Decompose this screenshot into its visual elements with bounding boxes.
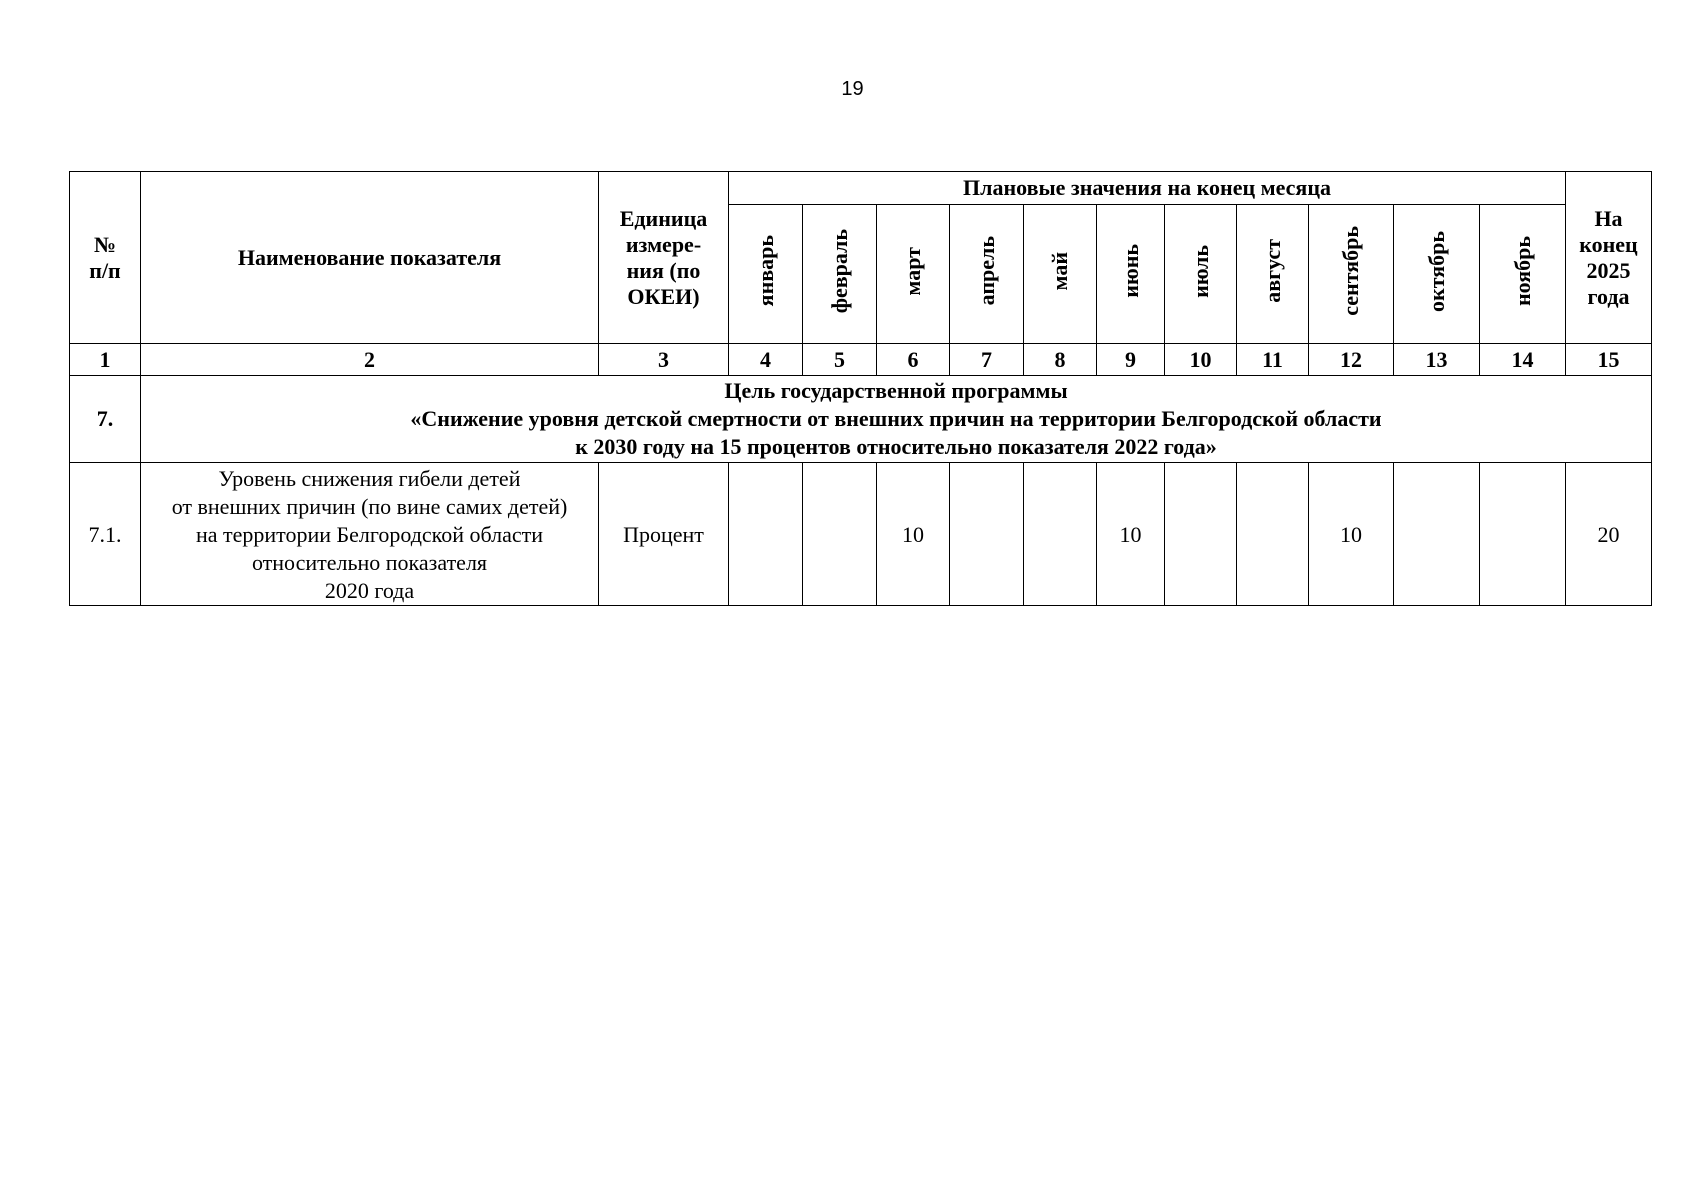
value-may [1024, 463, 1097, 606]
value-january [729, 463, 803, 606]
value-october [1394, 463, 1480, 606]
month-label: октябрь [1423, 230, 1449, 312]
value-year-end: 20 [1566, 463, 1652, 606]
header-unit-line: ОКЕИ) [627, 283, 700, 309]
indicator-name [141, 463, 599, 606]
header-name-cell: Наименование показателя [141, 172, 599, 344]
column-numbers-row [70, 344, 1652, 376]
header-planned-group: Плановые значения на конец месяца [729, 172, 1566, 205]
value-april [950, 463, 1024, 606]
header-num-line: № [93, 231, 117, 257]
value-november [1480, 463, 1566, 606]
column-number: 13 [1394, 344, 1480, 376]
header-unit-cell [599, 172, 729, 344]
indicator-name-line: на территории Белгородской области [195, 522, 544, 547]
table-row [70, 463, 1652, 606]
goal-line: Цель государственной программы [724, 378, 1068, 403]
value-february [803, 463, 877, 606]
column-number: 1 [70, 344, 141, 376]
indicator-name-line: 2020 года [324, 578, 415, 603]
value-july [1165, 463, 1237, 606]
month-header-october [1394, 205, 1480, 344]
indicator-name-line: от внешних причин (по вине самих детей) [171, 494, 568, 519]
indicator-unit: Процент [599, 463, 729, 606]
goal-text [141, 376, 1652, 463]
month-header-january [729, 205, 803, 344]
column-number: 15 [1566, 344, 1652, 376]
goal-line: к 2030 году на 15 процентов относительно показателя 2022 года» [575, 434, 1217, 459]
column-number: 3 [599, 344, 729, 376]
month-label: ноябрь [1509, 235, 1535, 307]
header-row-top [70, 172, 1652, 205]
month-header-august [1237, 205, 1309, 344]
month-header-march [877, 205, 950, 344]
row-number: 7.1. [70, 463, 141, 606]
header-year-end-line: 2025 [1586, 257, 1631, 283]
indicator-name-line: относительно показателя [251, 550, 488, 575]
month-header-june [1097, 205, 1165, 344]
column-number: 8 [1024, 344, 1097, 376]
month-label: июнь [1117, 244, 1143, 298]
column-number: 6 [877, 344, 950, 376]
month-label: июль [1187, 244, 1213, 298]
month-header-july [1165, 205, 1237, 344]
column-number: 14 [1480, 344, 1566, 376]
value-september: 10 [1309, 463, 1394, 606]
month-header-may [1024, 205, 1097, 344]
header-num-line: п/п [89, 257, 121, 283]
month-label: февраль [826, 228, 852, 314]
header-unit-line: измере- [625, 231, 702, 257]
month-label: сентябрь [1338, 226, 1363, 316]
indicator-name-line: Уровень снижения гибели детей [218, 466, 521, 491]
goal-row [70, 376, 1652, 463]
goal-number: 7. [70, 376, 141, 463]
header-unit-line: ния (по [626, 257, 701, 283]
month-label: январь [752, 235, 778, 307]
column-number: 11 [1237, 344, 1309, 376]
month-header-november [1480, 205, 1566, 344]
value-march: 10 [877, 463, 950, 606]
header-unit-line: Единица [619, 205, 708, 231]
goal-line: «Снижение уровня детской смертности от внешних причин на территории Белгородской области [410, 406, 1382, 431]
value-june: 10 [1097, 463, 1165, 606]
month-label: май [1047, 251, 1072, 291]
month-header-april [950, 205, 1024, 344]
month-label: март [900, 246, 925, 296]
column-number: 5 [803, 344, 877, 376]
month-header-february [803, 205, 877, 344]
column-number: 7 [950, 344, 1024, 376]
value-august [1237, 463, 1309, 606]
page-number: 19 [841, 78, 864, 100]
month-label: август [1259, 239, 1285, 303]
header-year-end-line: На [1594, 205, 1623, 231]
header-year-end-line: года [1587, 283, 1630, 309]
header-year-end-cell [1566, 172, 1652, 344]
header-year-end-line: конец [1579, 231, 1638, 257]
column-number: 4 [729, 344, 803, 376]
column-number: 10 [1165, 344, 1237, 376]
column-number: 9 [1097, 344, 1165, 376]
month-label: апрель [973, 236, 999, 306]
header-num-cell [70, 172, 141, 344]
column-number: 2 [141, 344, 599, 376]
column-number: 12 [1309, 344, 1394, 376]
indicators-table [69, 171, 1652, 606]
month-header-september [1309, 205, 1394, 344]
